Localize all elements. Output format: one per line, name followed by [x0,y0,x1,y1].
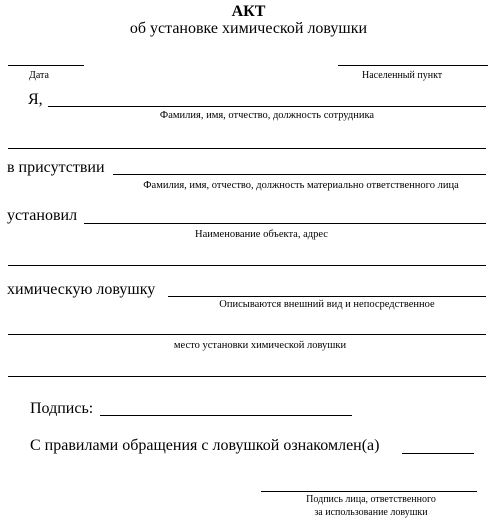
i-label: Я, [28,91,43,108]
document-title: АКТ [231,3,266,20]
blank-line-1 [8,148,486,149]
employee-hint: Фамилия, имя, отчество, должность сотрудника [159,110,375,121]
responsible-sign-line [261,491,477,492]
place-label: Населенный пункт [362,70,443,81]
rules-label: С правилами обращения с ловушкой ознакомлен(а) [30,437,380,454]
responsible-sign-hint-2: за использование ловушки [314,507,428,518]
date-line [8,65,84,66]
responsible-sign-hint-1: Подпись лица, ответственного [306,494,436,505]
location-hint: место установки химической ловушки [173,340,347,351]
blank-line-3 [8,334,486,335]
trap-label: химическую ловушку [7,281,156,298]
appearance-line [168,296,486,297]
responsible-line [113,174,486,175]
employee-line [48,106,486,107]
object-line [84,223,486,224]
presence-label: в присутствии [7,159,105,176]
object-hint: Наименование объекта, адрес [195,229,328,240]
blank-line-4 [8,376,486,377]
installed-label: установил [7,207,78,224]
responsible-hint: Фамилия, имя, отчество, должность материально ответственного лица [143,180,459,191]
document-subtitle: об установке химической ловушки [129,20,368,37]
appearance-hint: Описываются внешний вид и непосредственное [219,299,435,310]
signature-line [100,415,352,416]
signature-label: Подпись: [30,400,94,417]
blank-line-2 [8,265,486,266]
rules-sign-line [402,453,474,454]
place-line [338,65,488,66]
date-label: Дата [29,70,49,81]
